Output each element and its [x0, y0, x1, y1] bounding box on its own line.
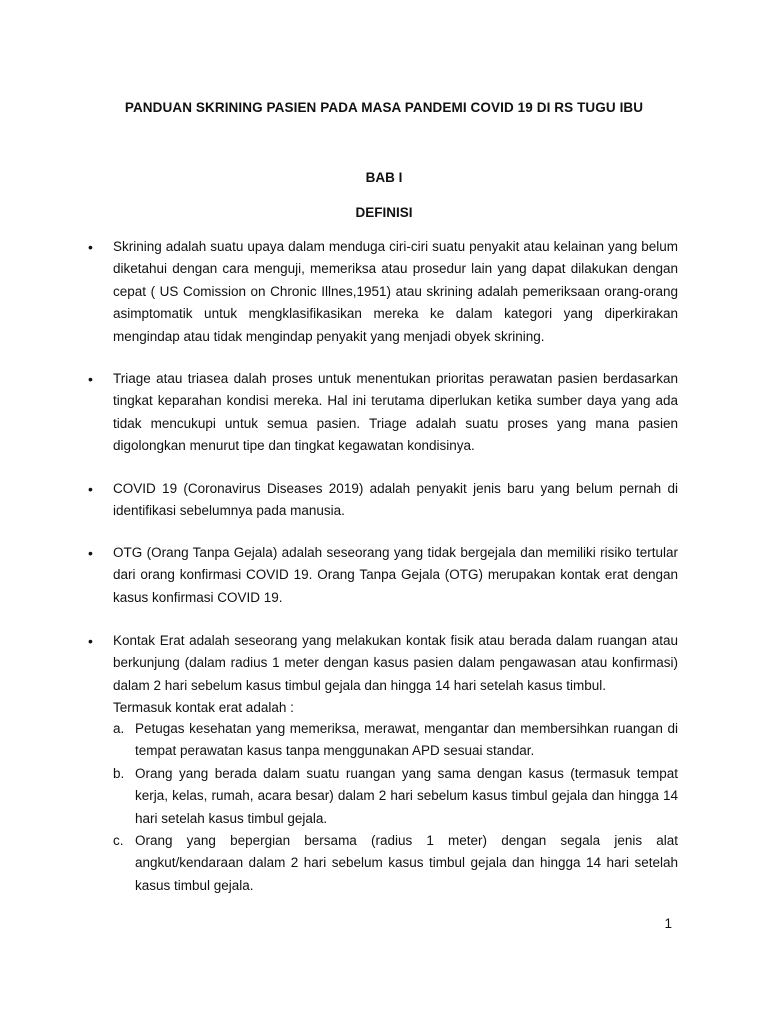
- sublist-item-b: [113, 763, 678, 830]
- sublist-marker: c.: [113, 833, 124, 849]
- page-number: 1: [664, 916, 672, 931]
- document-title: PANDUAN SKRINING PASIEN PADA MASA PANDEMI COVID 19 DI RS TUGU IBU: [124, 100, 644, 115]
- bullet-item-covid19: [88, 478, 678, 523]
- chapter-heading: BAB I: [365, 170, 403, 185]
- bullet-symbol: •: [88, 545, 93, 561]
- bullet-text: Skrining adalah suatu upaya dalam menduga ciri-ciri suatu penyakit atau kelainan yang belum diketahui dengan cara menguji, memeriksa atau prosedur lain yang dapat dilakukan dengan cepat ( US Comission on Chronic Illnes,1951) atau skrining adalah pemeriksaan orang-orang asimptomatik untuk mengklasifikasikan mereka ke dalam kategori yang diperkirakan mengindap atau tidak mengindap penyakit yang menjadi obyek skrining.: [113, 239, 678, 344]
- bullet-item-skrining: [88, 236, 678, 348]
- sublist-text: Orang yang berada dalam suatu ruangan yang sama dengan kasus (termasuk tempat kerja, kelas, rumah, acara besar) dalam 2 hari sebelum kasus timbul gejala dan hingga 14 hari setelah kasus timbul gejala.: [135, 765, 678, 826]
- bullet-text: Kontak Erat adalah seseorang yang melakukan kontak fisik atau berada dalam ruangan atau berkunjung (dalam radius 1 meter dengan kasus pasien dalam pengawasan atau konfirmasi) dalam 2 hari sebelum kasus timbul gejala dan hingga 14 hari setelah kasus timbul.: [113, 633, 678, 693]
- bullet-symbol: •: [88, 481, 93, 497]
- bullet-symbol: •: [88, 239, 93, 255]
- bullet-symbol: •: [88, 633, 93, 649]
- bullet-text: COVID 19 (Coronavirus Diseases 2019) adalah penyakit jenis baru yang belum pernah di identifikasi sebelumnya pada manusia.: [113, 481, 678, 519]
- sublist-item-a: [113, 718, 678, 763]
- bullet-symbol: •: [88, 371, 93, 387]
- bullet-item-triage: [88, 368, 678, 458]
- bullet-text: OTG (Orang Tanpa Gejala) adalah seseorang yang tidak bergejala dan memiliki risiko tertular dari orang konfirmasi COVID 19. Orang Tanpa Gejala (OTG) merupakan kontak erat dengan kasus konfirmasi COVID 19.: [113, 545, 678, 605]
- bullet-item-otg: [88, 542, 678, 609]
- section-heading: DEFINISI: [355, 205, 413, 220]
- sublist-text: Petugas kesehatan yang memeriksa, merawat, mengantar dan membersihkan ruangan di tempat perawatan kasus tanpa menggunakan APD sesuai standar.: [135, 721, 678, 759]
- sublist-marker: b.: [113, 765, 125, 781]
- bullet-item-kontak-erat: [88, 630, 678, 720]
- sublist-item-c: [113, 830, 678, 897]
- kontak-erat-intro: Termasuk kontak erat adalah :: [113, 700, 294, 716]
- sublist-marker: a.: [113, 721, 125, 736]
- bullet-text: Triage atau triasea dalah proses untuk menentukan prioritas perawatan pasien berdasarkan tingkat keparahan kondisi mereka. Hal ini terutama diperlukan ketika sumber daya yang ada tidak mencukupi untuk semua pasien. Triage adalah suatu proses yang mana pasien digolongkan menurut tipe dan tingkat kegawatan kondisinya.: [113, 371, 678, 454]
- sublist-text: Orang yang bepergian bersama (radius 1 meter) dengan segala jenis alat angkut/kendaraan dalam 2 hari sebelum kasus timbul gejala dan hingga 14 hari setelah kasus timbul gejala.: [135, 833, 678, 893]
- kontak-erat-sublist: [113, 718, 678, 897]
